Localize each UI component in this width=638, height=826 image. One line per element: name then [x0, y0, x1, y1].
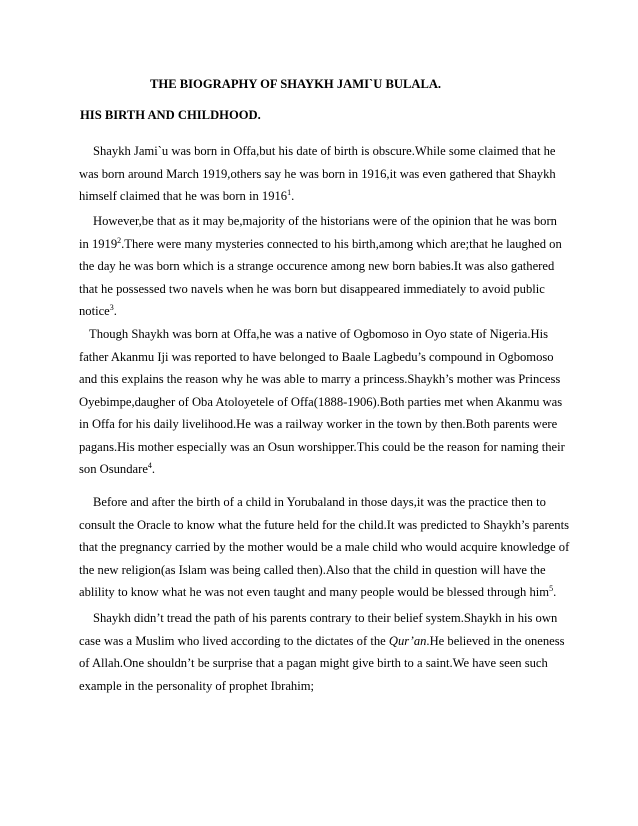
- text-line: [93, 143, 555, 159]
- line-text: and this explains the reason why he was able to marry a princess.Shaykh’s mother was Princess: [79, 372, 561, 386]
- line-text: was born around March 1919,others say he was born in 1916,it was even gathered that Shaykh: [79, 166, 556, 181]
- line-text-continued: .: [291, 189, 295, 203]
- emphasized-text: Qur’an: [388, 633, 427, 648]
- line-text: in Offa for his daily livelihood.He was a railway worker in the town by then.Both parents were: [79, 417, 558, 431]
- text-line: [79, 562, 546, 578]
- line-text: father Akanmu Iji was reported to have belonged to Baale Lagbedu’s compound in Ogbomoso: [79, 349, 554, 364]
- footnote-marker: 2: [117, 235, 122, 245]
- line-text: consult the Oracle to know what the future held for the child.It was predicted to Shaykh’s parents: [79, 517, 569, 532]
- text-line: [79, 371, 560, 387]
- text-line: [79, 655, 548, 671]
- line-text-continued: .: [553, 585, 557, 599]
- footnote-marker: 3: [109, 302, 114, 312]
- section-heading: HIS BIRTH AND CHILDHOOD.: [80, 108, 261, 122]
- line-text-continued: .There were many mysteries connected to his birth,among which are;that he laughed on: [121, 236, 562, 251]
- text-line: [79, 517, 569, 533]
- line-text: case was a Muslim who lived according to the dictates of the: [79, 633, 389, 648]
- footnote-marker: 4: [147, 460, 152, 470]
- text-line: [79, 633, 565, 649]
- line-text: in 1919: [79, 236, 118, 251]
- line-text: However,be that as it may be,majority of the historians were of the opinion that he was born: [93, 214, 557, 228]
- text-line: [79, 416, 557, 432]
- footnote-marker: 5: [549, 583, 554, 593]
- line-text: notice: [79, 304, 110, 318]
- line-text: that he possessed two navels when he was born but disappeared immediately to avoid public: [79, 281, 545, 296]
- line-text: Before and after the birth of a child in Yorubaland in those days,it was the practice then to: [93, 495, 546, 509]
- text-line: [93, 494, 546, 510]
- footnote-marker: 1: [287, 187, 292, 197]
- line-text: of Allah.One shouldn’t be surprise that a pagan might give birth to a saint.We have seen such: [79, 656, 548, 670]
- line-text: himself claimed that he was born in 1916: [79, 189, 288, 203]
- line-text: ablility to know what he was not even taught and many people would be blessed through him: [79, 585, 550, 599]
- line-text: Oyebimpe,daugher of Oba Atoloyetele of Offa(1888-1906).Both parties met when Akanmu was: [79, 394, 563, 409]
- text-line: [79, 303, 117, 319]
- text-line: [79, 678, 314, 694]
- text-line: [79, 584, 556, 600]
- document-title: THE BIOGRAPHY OF SHAYKH JAMI`U BULALA.: [150, 77, 442, 91]
- line-text: example in the personality of prophet Ibrahim;: [79, 678, 315, 693]
- text-line: [79, 461, 155, 477]
- text-line: [89, 326, 548, 342]
- text-line: [93, 213, 557, 229]
- text-line: [79, 349, 554, 365]
- line-text: Shaykh didn’t tread the path of his parents contrary to their belief system.Shaykh in his own: [93, 611, 558, 625]
- line-text-continued: .: [113, 304, 117, 318]
- text-line: [79, 281, 545, 297]
- text-line: [79, 188, 294, 204]
- text-line: [93, 610, 557, 626]
- line-text-continued: .He believed in the oneness: [426, 633, 565, 648]
- text-line: [79, 258, 554, 274]
- line-text: the new religion(as Islam was being called then).Also that the child in question will have the: [79, 562, 546, 577]
- text-line: [79, 394, 562, 410]
- line-text: son Osundare: [79, 462, 148, 476]
- line-text-continued: .: [151, 462, 156, 476]
- text-line: [79, 236, 562, 252]
- line-text: the day he was born which is a strange occurence among new born babies.It was also gathered: [79, 259, 555, 273]
- line-text: Though Shaykh was born at Offa,he was a native of Ogbomoso in Oyo state of Nigeria.His: [89, 327, 548, 341]
- text-line: [79, 166, 556, 182]
- line-text: pagans.His mother especially was an Osun worshipper.This could be the reason for naming their: [79, 439, 565, 454]
- text-line: [79, 539, 569, 555]
- line-text: Shaykh Jami`u was born in Offa,but his date of birth is obscure.While some claimed that he: [93, 144, 556, 158]
- text-line: [79, 439, 565, 455]
- line-text: that the pregnancy carried by the mother would be a male child who would acquire knowledge of: [79, 540, 570, 554]
